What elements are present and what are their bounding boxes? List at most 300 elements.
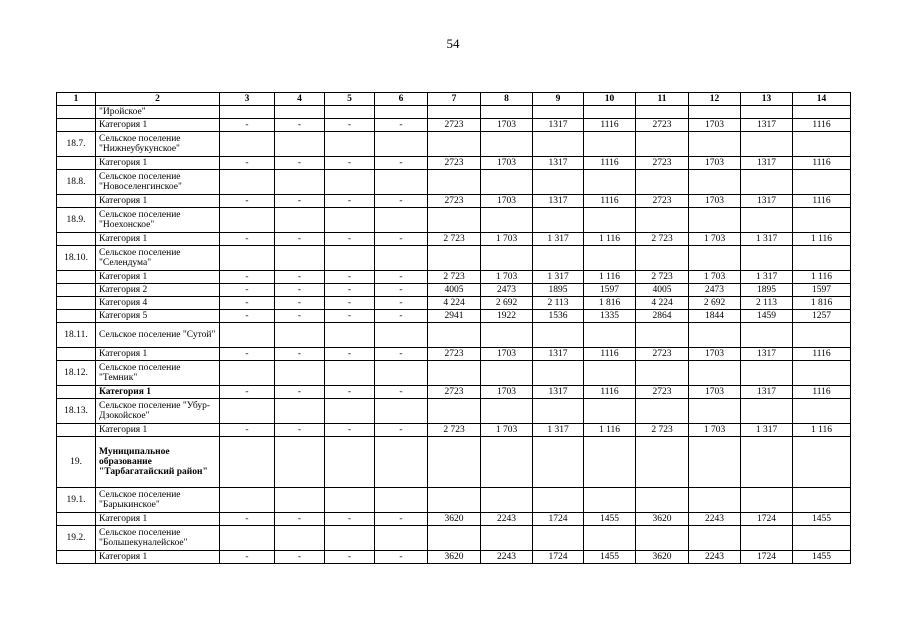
value-cell: 1703: [689, 119, 741, 132]
header-row: [57, 93, 851, 106]
empty-cell: [689, 488, 741, 513]
settlement-row: [57, 323, 851, 348]
empty-cell: [428, 361, 481, 386]
value-cell: 1 317: [533, 271, 584, 284]
empty-cell: [325, 208, 375, 233]
value-cell: -: [325, 157, 375, 170]
empty-cell: [57, 513, 96, 526]
value-cell: 2 113: [533, 297, 584, 310]
value-cell: 4005: [428, 284, 481, 297]
settlement-row: [57, 132, 851, 157]
value-cell: -: [275, 513, 325, 526]
value-cell: 1 703: [689, 271, 741, 284]
value-cell: -: [220, 284, 275, 297]
empty-cell: [57, 310, 96, 323]
column-header: 11: [636, 93, 689, 106]
empty-cell: [375, 208, 428, 233]
empty-cell: [375, 526, 428, 551]
empty-cell: [584, 488, 636, 513]
value-cell: -: [325, 284, 375, 297]
empty-cell: [57, 284, 96, 297]
value-cell: 2723: [636, 195, 689, 208]
value-cell: 1116: [584, 157, 636, 170]
value-cell: 1895: [741, 284, 793, 297]
value-cell: 1 816: [793, 297, 851, 310]
empty-cell: [481, 246, 533, 271]
value-cell: 2 692: [481, 297, 533, 310]
value-cell: -: [275, 551, 325, 564]
value-cell: 1597: [793, 284, 851, 297]
empty-cell: [636, 106, 689, 119]
value-cell: 2723: [636, 386, 689, 399]
value-cell: 1703: [689, 348, 741, 361]
settlement-row: [57, 106, 851, 119]
value-cell: 1 116: [584, 271, 636, 284]
empty-cell: [220, 488, 275, 513]
value-cell: -: [220, 297, 275, 310]
empty-cell: [533, 170, 584, 195]
empty-cell: [689, 526, 741, 551]
value-cell: 2473: [689, 284, 741, 297]
empty-cell: [741, 437, 793, 488]
value-cell: -: [220, 157, 275, 170]
value-cell: 1116: [584, 195, 636, 208]
row-number: 19.2.: [57, 526, 96, 551]
empty-cell: [584, 106, 636, 119]
value-cell: 1 116: [793, 233, 851, 246]
value-cell: -: [325, 348, 375, 361]
settlement-name: Сельское поселение "Темник": [96, 361, 220, 386]
value-cell: -: [375, 310, 428, 323]
empty-cell: [481, 488, 533, 513]
value-cell: 1703: [481, 195, 533, 208]
category-label: Категория 1: [96, 119, 220, 132]
empty-cell: [57, 157, 96, 170]
value-cell: -: [220, 233, 275, 246]
empty-cell: [533, 526, 584, 551]
empty-cell: [741, 246, 793, 271]
empty-cell: [689, 323, 741, 348]
row-number: 18.13.: [57, 399, 96, 424]
value-cell: 1724: [741, 551, 793, 564]
value-cell: 2723: [428, 157, 481, 170]
value-cell: -: [375, 386, 428, 399]
category-row: [57, 119, 851, 132]
empty-cell: [793, 526, 851, 551]
value-cell: 1459: [741, 310, 793, 323]
value-cell: -: [220, 551, 275, 564]
column-header: 5: [325, 93, 375, 106]
value-cell: 2 723: [636, 271, 689, 284]
value-cell: 1335: [584, 310, 636, 323]
category-label: Категория 1: [96, 157, 220, 170]
page-number: 54: [446, 36, 460, 51]
value-cell: -: [275, 195, 325, 208]
value-cell: 1317: [533, 119, 584, 132]
empty-cell: [689, 170, 741, 195]
value-cell: 1703: [481, 348, 533, 361]
value-cell: -: [325, 195, 375, 208]
empty-cell: [375, 361, 428, 386]
category-row: [57, 195, 851, 208]
empty-cell: [793, 208, 851, 233]
empty-cell: [741, 399, 793, 424]
value-cell: 2243: [689, 551, 741, 564]
column-header: 8: [481, 93, 533, 106]
value-cell: 1703: [689, 386, 741, 399]
row-number: 19.: [57, 437, 96, 488]
value-cell: 1703: [689, 157, 741, 170]
value-cell: -: [325, 424, 375, 437]
empty-cell: [741, 170, 793, 195]
empty-cell: [481, 399, 533, 424]
value-cell: 2 113: [741, 297, 793, 310]
empty-cell: [584, 526, 636, 551]
empty-cell: [584, 208, 636, 233]
value-cell: 2243: [689, 513, 741, 526]
empty-cell: [275, 488, 325, 513]
empty-cell: [533, 488, 584, 513]
empty-cell: [375, 437, 428, 488]
empty-cell: [793, 399, 851, 424]
settlement-row: [57, 526, 851, 551]
category-label: Категория 1: [96, 386, 220, 399]
value-cell: 1317: [533, 195, 584, 208]
empty-cell: [636, 246, 689, 271]
empty-cell: [741, 106, 793, 119]
value-cell: 1257: [793, 310, 851, 323]
value-cell: -: [375, 195, 428, 208]
empty-cell: [689, 208, 741, 233]
value-cell: 1116: [584, 119, 636, 132]
empty-cell: [220, 323, 275, 348]
empty-cell: [275, 170, 325, 195]
value-cell: -: [220, 348, 275, 361]
empty-cell: [636, 170, 689, 195]
category-label: Категория 1: [96, 348, 220, 361]
value-cell: 2723: [428, 386, 481, 399]
settlement-row: [57, 246, 851, 271]
value-cell: 1922: [481, 310, 533, 323]
value-cell: 1895: [533, 284, 584, 297]
value-cell: 2243: [481, 551, 533, 564]
empty-cell: [793, 106, 851, 119]
value-cell: 2243: [481, 513, 533, 526]
empty-cell: [636, 208, 689, 233]
value-cell: -: [275, 119, 325, 132]
settlement-row: [57, 488, 851, 513]
empty-cell: [57, 386, 96, 399]
row-number: 18.8.: [57, 170, 96, 195]
empty-cell: [533, 208, 584, 233]
value-cell: -: [325, 513, 375, 526]
value-cell: 2 692: [689, 297, 741, 310]
empty-cell: [481, 170, 533, 195]
value-cell: -: [275, 310, 325, 323]
empty-cell: [689, 437, 741, 488]
empty-cell: [481, 132, 533, 157]
settlement-name: "Иройское": [96, 106, 220, 119]
value-cell: -: [325, 310, 375, 323]
empty-cell: [325, 399, 375, 424]
empty-cell: [375, 106, 428, 119]
category-row: [57, 348, 851, 361]
value-cell: 1317: [741, 195, 793, 208]
column-header: 2: [96, 93, 220, 106]
empty-cell: [220, 399, 275, 424]
category-label: Категория 1: [96, 513, 220, 526]
value-cell: -: [375, 284, 428, 297]
value-cell: -: [275, 284, 325, 297]
value-cell: 1116: [793, 386, 851, 399]
empty-cell: [584, 399, 636, 424]
row-number: 18.10.: [57, 246, 96, 271]
value-cell: -: [375, 157, 428, 170]
empty-cell: [57, 195, 96, 208]
value-cell: 1703: [689, 195, 741, 208]
settlement-name: Сельское поселение "Новоселенгинское": [96, 170, 220, 195]
value-cell: 1 703: [481, 233, 533, 246]
empty-cell: [689, 246, 741, 271]
category-label: Категория 1: [96, 233, 220, 246]
settlement-name: Сельское поселение "Убур-Дзокойское": [96, 399, 220, 424]
category-row: [57, 513, 851, 526]
column-header: 9: [533, 93, 584, 106]
empty-cell: [220, 208, 275, 233]
value-cell: 2473: [481, 284, 533, 297]
value-cell: -: [275, 348, 325, 361]
value-cell: -: [220, 513, 275, 526]
category-label: Категория 2: [96, 284, 220, 297]
row-number: 18.11.: [57, 323, 96, 348]
empty-cell: [428, 526, 481, 551]
value-cell: 1455: [793, 551, 851, 564]
empty-cell: [57, 297, 96, 310]
category-row: [57, 297, 851, 310]
empty-cell: [375, 132, 428, 157]
column-header: 4: [275, 93, 325, 106]
row-number: [57, 106, 96, 119]
value-cell: 2 723: [636, 233, 689, 246]
value-cell: -: [375, 119, 428, 132]
empty-cell: [275, 106, 325, 119]
category-label: Категория 1: [96, 271, 220, 284]
category-label: Категория 5: [96, 310, 220, 323]
value-cell: -: [325, 271, 375, 284]
settlement-row: [57, 437, 851, 488]
value-cell: -: [275, 386, 325, 399]
empty-cell: [689, 132, 741, 157]
value-cell: -: [275, 424, 325, 437]
category-row: [57, 424, 851, 437]
empty-cell: [375, 399, 428, 424]
empty-cell: [325, 246, 375, 271]
tariff-table: [56, 92, 851, 564]
value-cell: -: [220, 195, 275, 208]
value-cell: 1116: [793, 195, 851, 208]
empty-cell: [584, 246, 636, 271]
empty-cell: [220, 132, 275, 157]
empty-cell: [325, 488, 375, 513]
empty-cell: [275, 323, 325, 348]
empty-cell: [689, 106, 741, 119]
value-cell: 1703: [481, 157, 533, 170]
value-cell: -: [325, 297, 375, 310]
column-header: 14: [793, 93, 851, 106]
empty-cell: [275, 437, 325, 488]
category-row: [57, 310, 851, 323]
value-cell: -: [275, 157, 325, 170]
column-header: 7: [428, 93, 481, 106]
empty-cell: [636, 526, 689, 551]
value-cell: -: [375, 233, 428, 246]
row-number: 18.7.: [57, 132, 96, 157]
empty-cell: [741, 132, 793, 157]
category-row: [57, 271, 851, 284]
empty-cell: [481, 361, 533, 386]
value-cell: 2 723: [428, 271, 481, 284]
empty-cell: [741, 361, 793, 386]
value-cell: 1317: [741, 157, 793, 170]
empty-cell: [636, 399, 689, 424]
value-cell: 4 224: [636, 297, 689, 310]
empty-cell: [793, 488, 851, 513]
empty-cell: [428, 399, 481, 424]
value-cell: -: [375, 424, 428, 437]
empty-cell: [428, 106, 481, 119]
empty-cell: [636, 437, 689, 488]
empty-cell: [636, 488, 689, 513]
value-cell: -: [375, 348, 428, 361]
value-cell: 2723: [636, 157, 689, 170]
value-cell: 2864: [636, 310, 689, 323]
empty-cell: [584, 132, 636, 157]
value-cell: -: [220, 424, 275, 437]
value-cell: 1703: [481, 119, 533, 132]
value-cell: 1116: [793, 348, 851, 361]
value-cell: -: [220, 271, 275, 284]
category-row: [57, 233, 851, 246]
settlement-row: [57, 170, 851, 195]
settlement-row: [57, 208, 851, 233]
empty-cell: [375, 246, 428, 271]
empty-cell: [741, 208, 793, 233]
value-cell: -: [220, 386, 275, 399]
value-cell: 3620: [428, 551, 481, 564]
empty-cell: [793, 323, 851, 348]
empty-cell: [428, 132, 481, 157]
settlement-name: Сельское поселение "Селендума": [96, 246, 220, 271]
empty-cell: [428, 208, 481, 233]
value-cell: -: [275, 297, 325, 310]
table-body: [57, 106, 851, 564]
value-cell: -: [220, 310, 275, 323]
value-cell: 2 723: [636, 424, 689, 437]
value-cell: -: [325, 233, 375, 246]
category-row: [57, 551, 851, 564]
empty-cell: [220, 246, 275, 271]
empty-cell: [325, 106, 375, 119]
settlement-name: Сельское поселение "Большекуналейское": [96, 526, 220, 551]
settlement-row: [57, 361, 851, 386]
empty-cell: [325, 323, 375, 348]
value-cell: 1317: [741, 119, 793, 132]
category-label: Категория 1: [96, 551, 220, 564]
empty-cell: [741, 323, 793, 348]
value-cell: 1 703: [689, 424, 741, 437]
empty-cell: [57, 233, 96, 246]
empty-cell: [741, 526, 793, 551]
value-cell: 1455: [793, 513, 851, 526]
value-cell: -: [325, 551, 375, 564]
empty-cell: [481, 208, 533, 233]
value-cell: 1 317: [533, 424, 584, 437]
value-cell: 1455: [584, 551, 636, 564]
value-cell: 2723: [636, 119, 689, 132]
value-cell: -: [375, 513, 428, 526]
value-cell: 1 317: [741, 271, 793, 284]
value-cell: 1116: [584, 348, 636, 361]
column-header: 12: [689, 93, 741, 106]
empty-cell: [325, 437, 375, 488]
empty-cell: [220, 437, 275, 488]
empty-cell: [533, 399, 584, 424]
value-cell: 2723: [636, 348, 689, 361]
empty-cell: [533, 246, 584, 271]
value-cell: 1116: [584, 386, 636, 399]
empty-cell: [533, 437, 584, 488]
column-header: 13: [741, 93, 793, 106]
empty-cell: [584, 361, 636, 386]
empty-cell: [481, 526, 533, 551]
value-cell: 1116: [793, 157, 851, 170]
settlement-name: Муниципальное образование "Тарбагатайский район": [96, 437, 220, 488]
empty-cell: [57, 348, 96, 361]
value-cell: 2723: [428, 119, 481, 132]
category-row: [57, 386, 851, 399]
value-cell: 1 703: [481, 424, 533, 437]
row-number: 18.12.: [57, 361, 96, 386]
value-cell: 4 224: [428, 297, 481, 310]
category-row: [57, 284, 851, 297]
empty-cell: [325, 361, 375, 386]
empty-cell: [533, 361, 584, 386]
value-cell: 1724: [533, 513, 584, 526]
empty-cell: [793, 437, 851, 488]
value-cell: 1116: [793, 119, 851, 132]
empty-cell: [325, 132, 375, 157]
column-header: 1: [57, 93, 96, 106]
value-cell: 3620: [636, 551, 689, 564]
empty-cell: [220, 526, 275, 551]
value-cell: 3620: [428, 513, 481, 526]
settlement-name: Сельское поселение "Барыкинское": [96, 488, 220, 513]
empty-cell: [793, 361, 851, 386]
empty-cell: [275, 526, 325, 551]
value-cell: 1724: [741, 513, 793, 526]
value-cell: 2941: [428, 310, 481, 323]
empty-cell: [275, 246, 325, 271]
empty-cell: [375, 488, 428, 513]
category-row: [57, 157, 851, 170]
empty-cell: [636, 323, 689, 348]
empty-cell: [57, 119, 96, 132]
empty-cell: [481, 106, 533, 119]
empty-cell: [533, 106, 584, 119]
value-cell: 1844: [689, 310, 741, 323]
value-cell: 1 317: [741, 424, 793, 437]
empty-cell: [325, 170, 375, 195]
